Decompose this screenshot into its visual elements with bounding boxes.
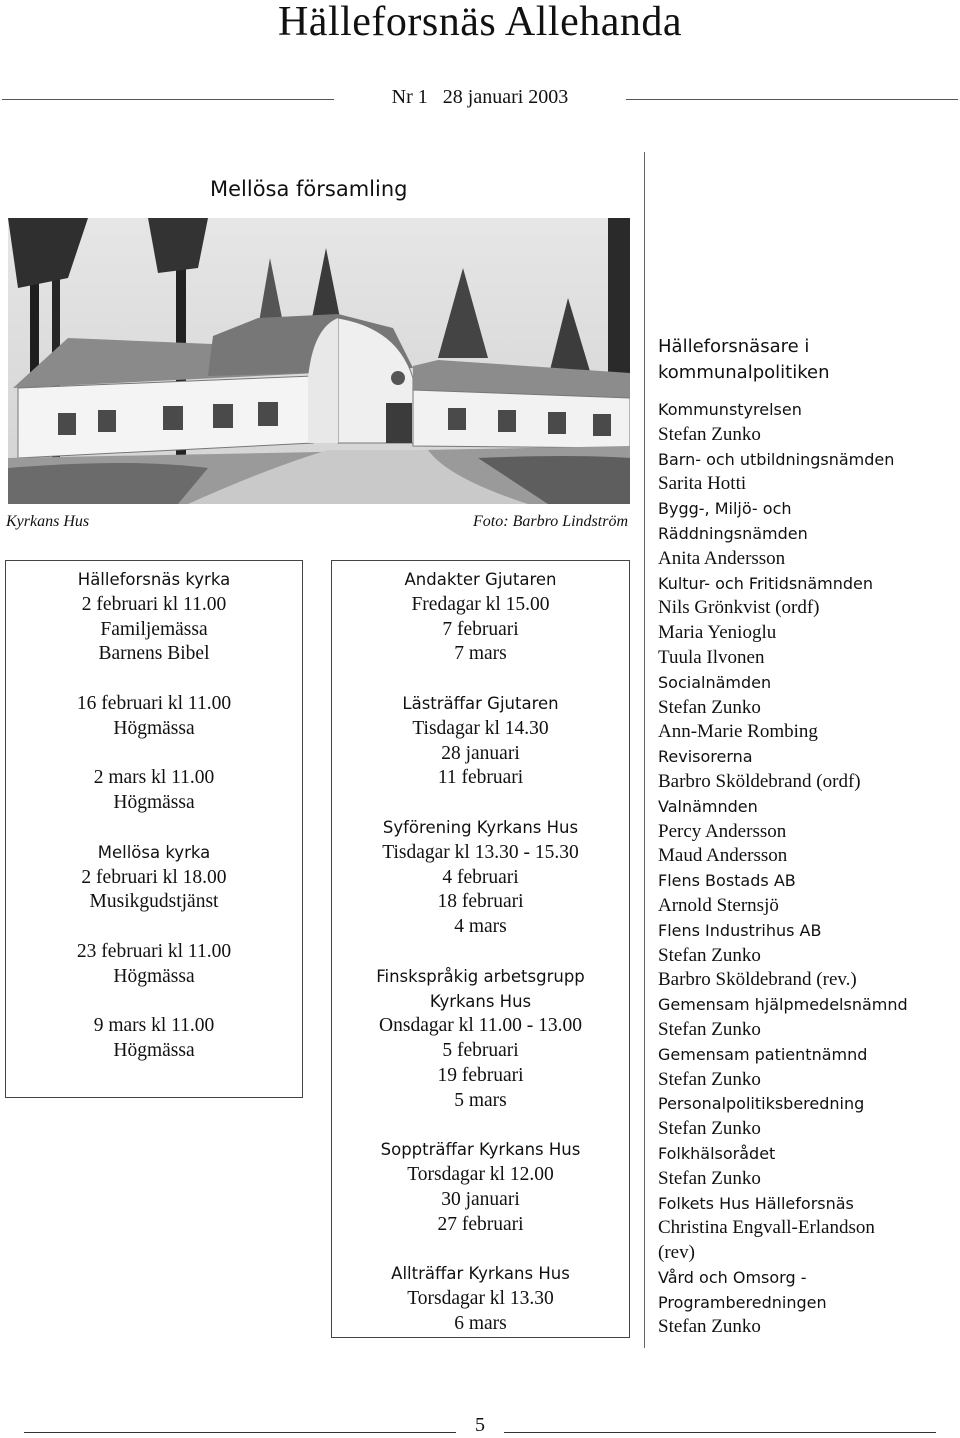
service-entry: 9 mars kl 11.00: [93, 1015, 215, 1037]
activity-entry: 4 mars: [454, 916, 507, 938]
activity-heading: Lästräffar Gjutaren: [402, 693, 559, 713]
parish-activities-list: [332, 568, 629, 1337]
committee-heading: Folkets Hus Hälleforsnäs: [658, 1193, 854, 1213]
activity-heading: Soppträffar Kyrkans Hus: [380, 1140, 581, 1160]
spacer: [6, 915, 302, 940]
activity-entry: 27 februari: [437, 1213, 524, 1235]
photo-illustration: [8, 218, 630, 504]
service-entry: 16 februari kl 11.00: [76, 692, 232, 714]
service-entry: 23 februari kl 11.00: [76, 940, 232, 962]
local-politicians-column: [658, 334, 958, 1340]
activity-entry: Onsdagar kl 11.00 - 13.00: [379, 1015, 582, 1037]
committee-entry: Barbro Sköldebrand (rev.): [658, 969, 857, 991]
activity-entry: 5 februari: [442, 1040, 519, 1062]
committee-entry: Barbro Sköldebrand (ordf): [658, 770, 861, 792]
page-footer: [0, 1412, 960, 1438]
committee-heading: Flens Bostads AB: [658, 871, 796, 891]
activity-entry: 6 mars: [454, 1312, 507, 1334]
service-entry: Familjemässa: [100, 618, 208, 640]
committee-entry: Stefan Zunko: [658, 1018, 761, 1040]
activity-entry: Torsdagar kl 13.30: [407, 1288, 554, 1310]
committee-heading: Gemensam patientnämnd: [658, 1044, 868, 1064]
service-entry: Högmässa: [113, 792, 195, 814]
committee-entry: Stefan Zunko: [658, 944, 761, 966]
activity-heading: Syförening Kyrkans Hus: [382, 817, 579, 837]
committee-entry: Percy Andersson: [658, 820, 787, 842]
politicians-heading: [658, 334, 958, 386]
activity-heading: Allträffar Kyrkans Hus: [391, 1264, 570, 1284]
committee-entry: Sarita Hotti: [658, 473, 747, 495]
issue-rule-right: [626, 99, 958, 100]
page-number: 5: [475, 1414, 485, 1436]
service-entry: 2 februari kl 11.00: [81, 593, 227, 615]
spacer: [332, 667, 629, 692]
service-entry: 2 februari kl 18.00: [81, 866, 227, 888]
section-title: Mellösa församling: [210, 177, 408, 201]
parish-activities-box: [331, 560, 630, 1338]
footer-rule-right: [504, 1432, 936, 1433]
committee-heading: Kultur- och Fritidsnämnden: [658, 573, 874, 593]
committee-heading: Gemensam hjälpmedelsnämnd: [658, 995, 908, 1015]
activity-entry: 4 februari: [442, 866, 519, 888]
committee-heading: Personalpolitiksberedning: [658, 1094, 865, 1114]
service-entry: Högmässa: [113, 717, 195, 739]
service-heading: Hälleforsnäs kyrka: [77, 570, 231, 589]
service-entry: Högmässa: [113, 965, 195, 987]
activity-heading: Finskspråkig arbetsgrupp: [376, 966, 585, 986]
column-divider: [644, 152, 645, 1348]
newspaper-masthead: Hälleforsnäs Allehanda: [277, 0, 683, 45]
committee-entry: Maud Andersson: [658, 845, 788, 867]
activity-heading: Kyrkans Hus: [429, 991, 532, 1011]
issue-date: Nr 1 28 januari 2003: [391, 86, 569, 108]
committee-entry: Tuula Ilvonen: [658, 646, 765, 668]
service-entry: Barnens Bibel: [98, 643, 210, 665]
committee-heading: Valnämnden: [658, 796, 758, 816]
politicians-heading-line: Hälleforsnäsare i: [658, 336, 810, 357]
committee-heading: Vård och Omsorg -: [658, 1267, 807, 1287]
activity-entry: 5 mars: [454, 1089, 507, 1111]
service-entry: Högmässa: [113, 1040, 195, 1062]
photo-credit: Foto: Barbro Lindström: [473, 513, 628, 530]
committee-heading: Folkhälsorådet: [658, 1143, 776, 1163]
spacer: [6, 816, 302, 841]
activity-heading: Andakter Gjutaren: [404, 570, 557, 589]
spacer: [6, 667, 302, 692]
spacer: [332, 1238, 629, 1263]
politicians-list: [658, 398, 958, 1340]
committee-entry: Ann-Marie Rombing: [658, 721, 818, 743]
spacer: [332, 791, 629, 816]
activity-entry: 28 januari: [441, 742, 520, 764]
committee-heading: Programberedningen: [658, 1292, 827, 1312]
activity-entry: 18 februari: [437, 891, 524, 913]
spacer: [6, 990, 302, 1015]
committee-entry: Stefan Zunko: [658, 1118, 761, 1140]
service-entry: Musikgudstjänst: [89, 891, 219, 913]
activity-entry: Torsdagar kl 12.00: [407, 1164, 554, 1186]
committee-heading: Räddningsnämden: [658, 523, 808, 543]
politicians-heading-line: kommunalpolitiken: [658, 362, 830, 383]
church-services-list: [6, 568, 302, 1064]
church-services-box: [5, 560, 303, 1098]
activity-entry: Tisdagar kl 14.30: [412, 717, 549, 739]
committee-entry: Arnold Sternsjö: [658, 894, 779, 916]
committee-heading: Bygg-, Miljö- och: [658, 499, 792, 519]
committee-heading: Flens Industrihus AB: [658, 920, 822, 940]
church-house-photo: [8, 218, 630, 504]
spacer: [332, 1114, 629, 1139]
committee-heading: Kommunstyrelsen: [658, 400, 802, 419]
committee-entry: Stefan Zunko: [658, 423, 761, 445]
service-heading: Mellösa kyrka: [97, 842, 211, 862]
issue-line: [0, 84, 960, 110]
activity-entry: 7 februari: [442, 618, 519, 640]
photo-caption-location: Kyrkans Hus: [6, 513, 90, 530]
spacer: [6, 742, 302, 767]
committee-entry: Stefan Zunko: [658, 1068, 761, 1090]
committee-entry: Stefan Zunko: [658, 696, 761, 718]
activity-entry: 7 mars: [454, 643, 507, 665]
service-entry: 2 mars kl 11.00: [93, 767, 215, 789]
activity-entry: Tisdagar kl 13.30 - 15.30: [382, 841, 579, 863]
committee-entry: (rev): [658, 1242, 695, 1264]
committee-heading: Socialnämden: [658, 672, 772, 692]
committee-entry: Stefan Zunko: [658, 1316, 761, 1338]
committee-heading: Revisorerna: [658, 747, 753, 767]
activity-entry: Fredagar kl 15.00: [411, 593, 550, 615]
committee-entry: Anita Andersson: [658, 547, 786, 569]
committee-entry: Stefan Zunko: [658, 1167, 761, 1189]
activity-entry: 30 januari: [441, 1188, 520, 1210]
committee-entry: Nils Grönkvist (ordf): [658, 597, 820, 619]
committee-heading: Barn- och utbildningsnämden: [658, 449, 895, 469]
spacer: [332, 940, 629, 965]
activity-entry: 19 februari: [437, 1064, 524, 1086]
committee-entry: Christina Engvall-Erlandson: [658, 1217, 875, 1239]
activity-entry: 11 februari: [437, 767, 524, 789]
committee-entry: Maria Yenioglu: [658, 622, 777, 644]
